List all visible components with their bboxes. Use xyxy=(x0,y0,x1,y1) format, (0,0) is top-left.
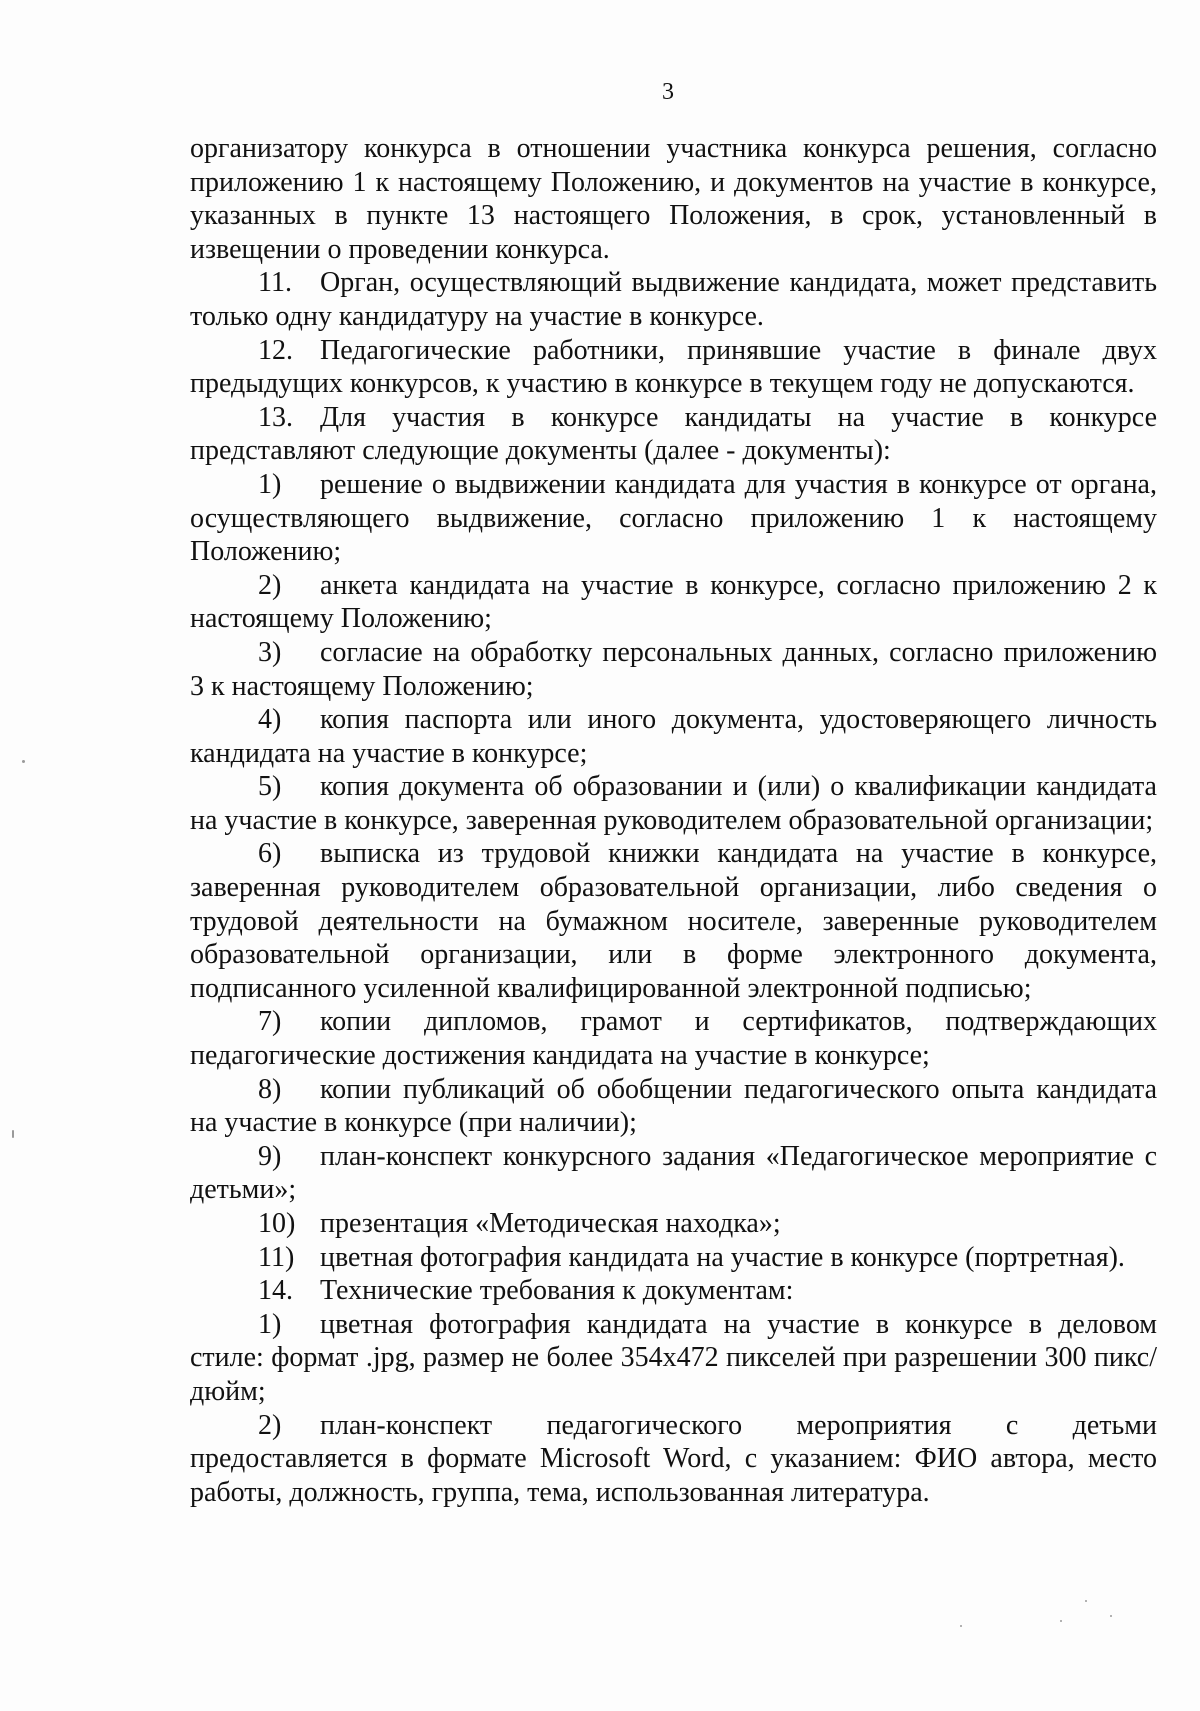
list-item-13-2 xyxy=(190,569,1157,636)
list-item-14-2 xyxy=(190,1409,1157,1510)
clause-text: Орган, осуществляющий выдвижение кандидата, может представить только одну кандидатуру на участие в конкурсе. xyxy=(190,267,1157,332)
list-item-number: 5) xyxy=(258,771,282,803)
scan-speck xyxy=(12,1130,14,1138)
clause-14 xyxy=(190,1274,1157,1308)
clause-number: 11. xyxy=(258,267,292,299)
list-item-13-4 xyxy=(190,703,1157,770)
clause-number: 12. xyxy=(258,334,293,366)
list-item-text: анкета кандидата на участие в конкурсе, согласно приложению 2 к настоящему Положению; xyxy=(190,569,1157,635)
list-item-text: копия документа об образовании и (или) о квалификации кандидата на участие в конкурсе, заверенная руководителем образовательной организации; xyxy=(190,771,1157,836)
clause-13 xyxy=(190,401,1157,468)
list-item-number: 4) xyxy=(258,704,282,736)
list-item-text: согласие на обработку персональных данных, согласно приложению 3 к настоящему Положению; xyxy=(190,636,1157,702)
list-item-text: копия паспорта или иного документа, удостоверяющего личность кандидата на участие в конкурсе; xyxy=(190,704,1157,769)
list-item-14-1 xyxy=(190,1308,1157,1409)
paragraph-text: организатору конкурса в отношении участника конкурса решения, согласно приложению 1 к настоящему Положению, и документов на участие в конкурсе, указанных в пункте 13 настоящего Положения, в срок, установленный в извещении о проведении конкурса. xyxy=(190,133,1157,265)
scan-speck xyxy=(1085,1600,1087,1602)
clause-text: Технические требования к документам: xyxy=(320,1275,794,1307)
list-item-13-10 xyxy=(190,1207,1157,1241)
list-item-text: план-конспект конкурсного задания «Педагогическое мероприятие с детьми»; xyxy=(190,1140,1157,1206)
list-item-13-7 xyxy=(190,1005,1157,1072)
list-item-number: 7) xyxy=(258,1006,282,1038)
paragraph-continuation xyxy=(190,132,1157,266)
list-item-13-3 xyxy=(190,636,1157,703)
list-item-number: 2) xyxy=(258,569,282,601)
scan-speck xyxy=(22,760,25,763)
list-item-number: 1) xyxy=(258,468,282,500)
list-item-text: цветная фотография кандидата на участие в конкурсе (портретная). xyxy=(320,1241,1125,1273)
list-item-text: копии публикаций об обобщении педагогического опыта кандидата на участие в конкурсе (при наличии); xyxy=(190,1073,1157,1139)
scan-speck xyxy=(1060,1620,1062,1622)
clause-number: 14. xyxy=(258,1275,293,1307)
list-item-number: 1) xyxy=(258,1308,282,1340)
list-item-13-9 xyxy=(190,1140,1157,1207)
clause-12 xyxy=(190,334,1157,401)
list-item-number: 10) xyxy=(258,1208,296,1239)
clause-number: 13. xyxy=(258,401,293,433)
list-item-13-5 xyxy=(190,770,1157,837)
list-item-text: копии дипломов, грамот и сертификатов, подтверждающих педагогические достижения кандидата на участие в конкурсе; xyxy=(190,1006,1157,1072)
list-item-13-11 xyxy=(190,1241,1157,1275)
list-item-number: 11) xyxy=(258,1241,295,1273)
list-item-text: выписка из трудовой книжки кандидата на участие в конкурсе, заверенная руководителем образовательной организации, либо сведения о трудовой деятельности на бумажном носителе, заверенные руководителем образовательной организации, или в форме электронного документа, подписанного усиленной квалифицированной электронной подписью; xyxy=(190,838,1157,1004)
scan-speck xyxy=(960,1625,962,1627)
list-item-13-6 xyxy=(190,837,1157,1005)
list-item-text: цветная фотография кандидата на участие в конкурсе в деловом стиле: формат .jpg, размер не более 354x472 пикселей при разрешении 300 пикс/дюйм; xyxy=(190,1308,1157,1407)
list-item-number: 9) xyxy=(258,1140,282,1172)
list-item-13-1 xyxy=(190,468,1157,569)
list-item-text: план-конспект педагогического мероприятия с детьми предоставляется в формате Microsoft Word, с указанием: ФИО автора, место работы, должность, группа, тема, использованная литература. xyxy=(190,1409,1157,1508)
clause-text: Для участия в конкурсе кандидаты на участие в конкурсе представляют следующие документы (далее - документы): xyxy=(190,401,1157,467)
clause-11 xyxy=(190,266,1157,333)
page-number: 3 xyxy=(662,79,674,105)
list-item-text: презентация «Методическая находка»; xyxy=(320,1208,781,1239)
clause-text: Педагогические работники, принявшие участие в финале двух предыдущих конкурсов, к участию в конкурсе в текущем году не допускаются. xyxy=(190,334,1157,400)
list-item-number: 8) xyxy=(258,1073,282,1105)
list-item-number: 2) xyxy=(258,1409,282,1441)
list-item-number: 3) xyxy=(258,636,282,668)
list-item-number: 6) xyxy=(258,838,282,870)
list-item-13-8 xyxy=(190,1073,1157,1140)
scan-speck xyxy=(1110,1615,1112,1617)
document-body xyxy=(190,132,1157,1509)
list-item-text: решение о выдвижении кандидата для участия в конкурсе от органа, осуществляющего выдвижение, согласно приложению 1 к настоящему Положению; xyxy=(190,468,1157,568)
